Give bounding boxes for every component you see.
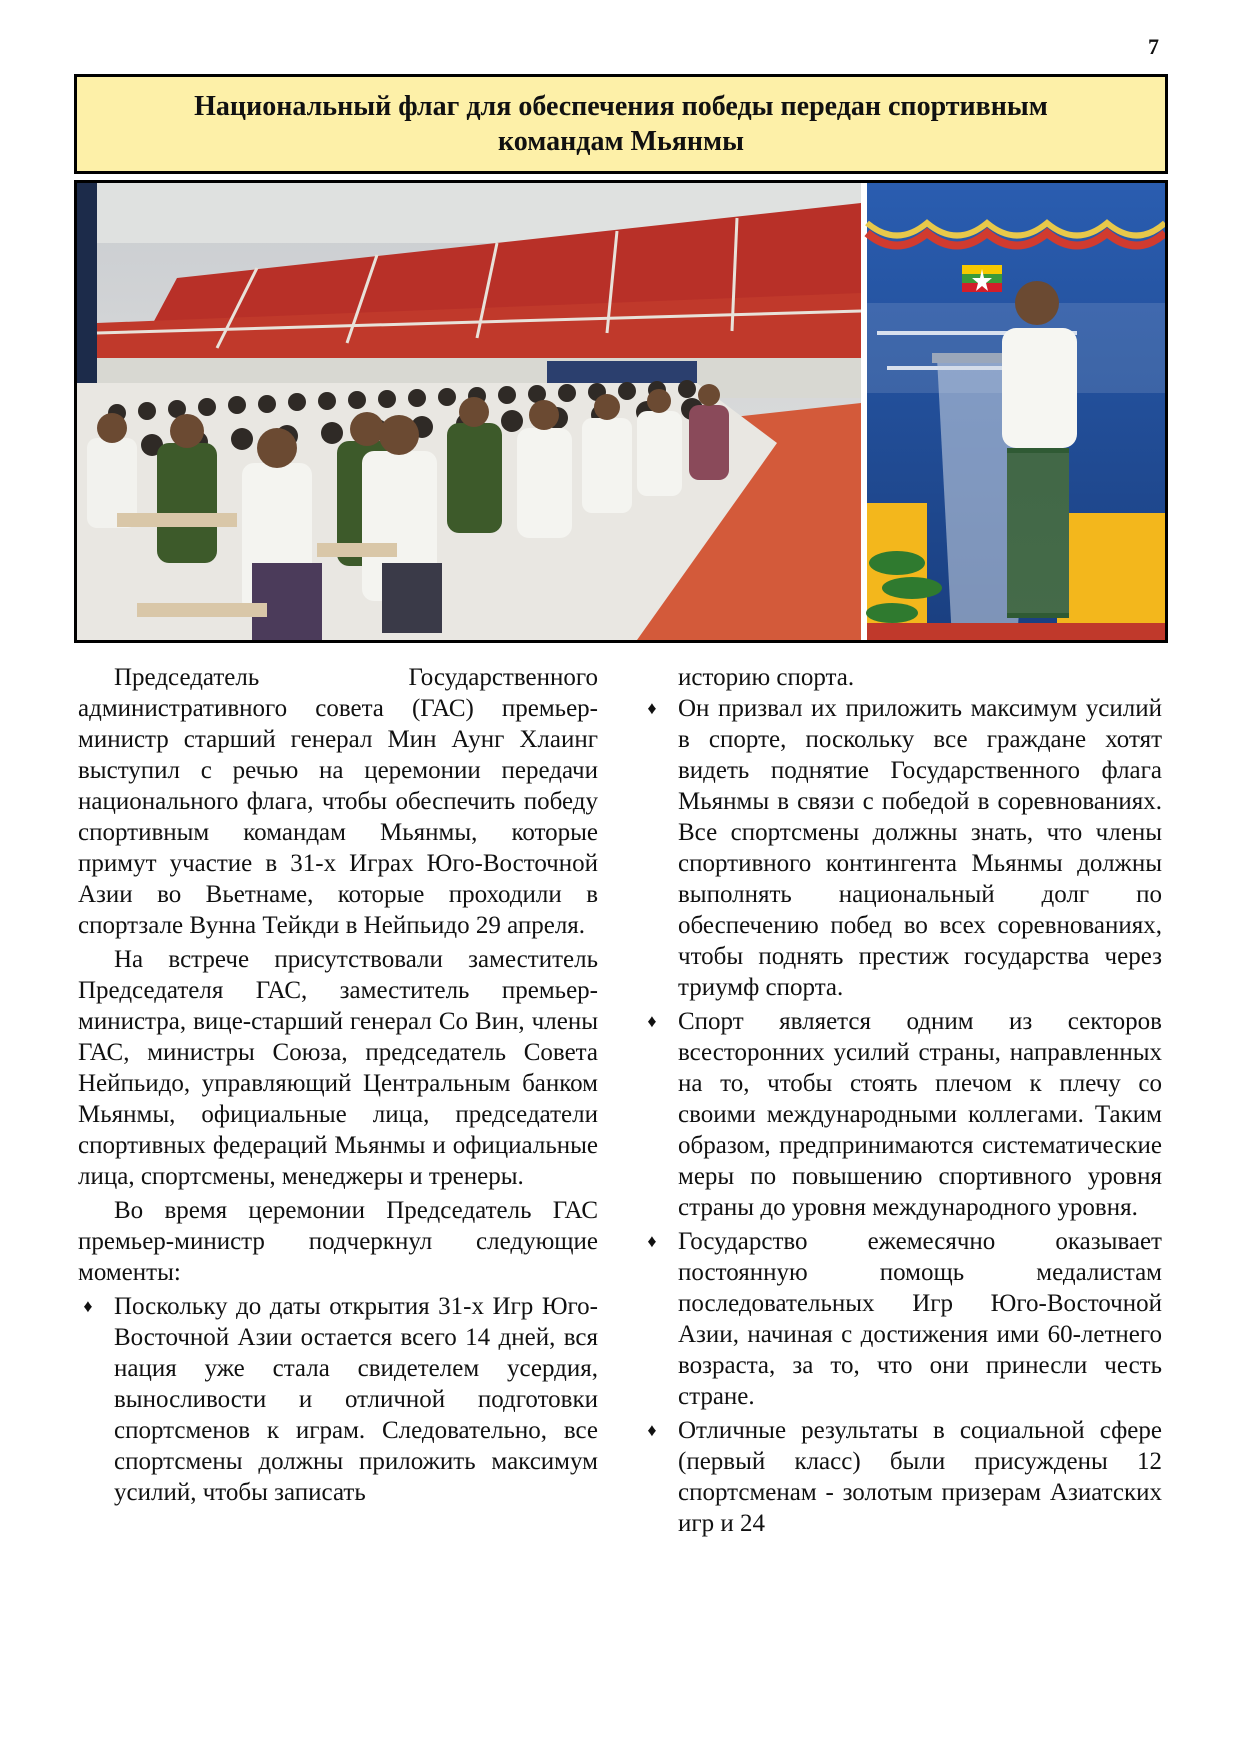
continued-text: историю спорта. — [678, 664, 855, 691]
photo-strip — [74, 180, 1168, 643]
page-number: 7 — [1148, 34, 1159, 59]
diamond-bullet-icon: ♦ — [647, 1231, 657, 1251]
bullet-list-right — [642, 693, 1162, 1539]
diamond-bullet-icon: ♦ — [647, 1420, 657, 1440]
diamond-bullet-icon: ♦ — [83, 1296, 93, 1316]
article-column-right — [642, 662, 1162, 1542]
audience-photo — [77, 183, 861, 640]
bullet-text: Он призвал их приложить максимум усилий в спорте, поскольку все граждане хотят видеть поднятие Государственного флага Мьянмы в связи с победой в соревнованиях. Все спортсмены должны знать, что члены спортивного контингента Мьянмы должны выполнять национальный долг по обеспечению побед во всех соревнованиях, чтобы поднять престиж государства через триумф спорта. — [678, 695, 1162, 1001]
bullet-item — [642, 1415, 1162, 1539]
bullet-item — [642, 1226, 1162, 1412]
speaker-photo — [866, 183, 1165, 640]
photo-illustration — [77, 183, 1165, 640]
bullet-text: Государство ежемесячно оказывает постоянную помощь медалистам последовательных Игр Юго-Восточной Азии, начиная с достижения ими 60-летнего возраста, за то, что они принесли честь стране. — [678, 1228, 1162, 1410]
bullet-item — [642, 693, 1162, 1003]
bullet-text: Спорт является одним из секторов всесторонних усилий страны, направленных на то, чтобы стоять плечом к плечу со своими международными коллегами. Таким образом, предпринимаются систематические меры по повышению спортивного уровня страны до уровня международного уровня. — [678, 1008, 1162, 1221]
bullet-list-left — [78, 1291, 598, 1508]
article-paragraph: На встрече присутствовали заместитель Председателя ГАС, заместитель премьер-министра, вице-старший генерал Со Вин, члены ГАС, министры Союза, председатель Совета Нейпьидо, управляющий Центральным банком Мьянмы, официальные лица, председатели спортивных федераций Мьянмы и официальные лица, спортсмены, менеджеры и тренеры. — [78, 946, 598, 1190]
bullet-text: Отличные результаты в социальной сфере (первый класс) были присуждены 12 спортсменам - золотым призерам Азиатских игр и 24 — [678, 1417, 1162, 1537]
speaker-figure — [1002, 281, 1077, 618]
article-paragraph: Во время церемонии Председатель ГАС премьер-министр подчеркнул следующие моменты: — [78, 1197, 598, 1286]
diamond-bullet-icon: ♦ — [647, 698, 657, 718]
article-title-box — [74, 74, 1168, 174]
myanmar-flag — [962, 265, 1002, 292]
bullet-text: Поскольку до даты открытия 31-х Игр Юго-Восточной Азии остается всего 14 дней, вся нация уже стала свидетелем усердия, выносливости и отличной подготовки спортсменов к играм. Следовательно, все спортсмены должны приложить максимум усилий, чтобы записать — [114, 1293, 598, 1506]
article-paragraph: Председатель Государственного административного совета (ГАС) премьер-министр старший генерал Мин Аунг Хлаинг выступил с речью на церемонии передачи национального флага, чтобы обеспечить победу спортивным командам Мьянмы, которые примут участие в 31-х Играх Юго-Восточной Азии во Вьетнаме, которые проходили в спортзале Вунна Тейкди в Нейпьидо 29 апреля. — [78, 664, 598, 939]
article-column-left — [78, 662, 598, 1511]
diamond-bullet-icon: ♦ — [647, 1011, 657, 1031]
bullet-item — [642, 1006, 1162, 1223]
bullet-item — [78, 1291, 598, 1508]
article-title: Национальный флаг для обеспечения победы передан спортивным командам Мьянмы — [194, 91, 1048, 157]
